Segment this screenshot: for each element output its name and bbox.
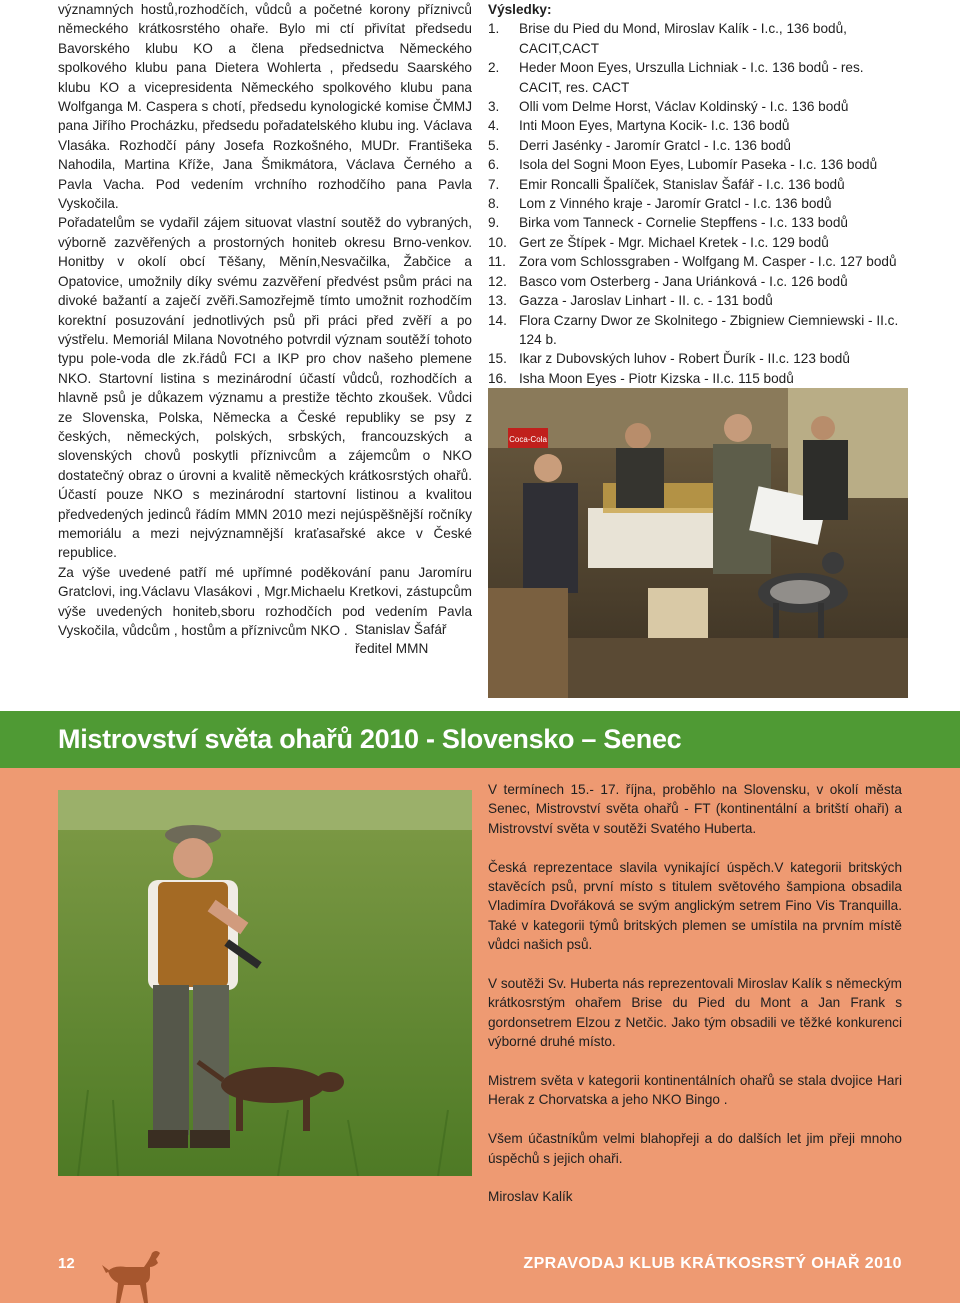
result-entry: Isola del Sogni Moon Eyes, Lubomír Paseka - I.c. 136 bodů [519, 157, 878, 173]
result-row [488, 194, 908, 213]
result-row [488, 155, 908, 174]
result-rank: 3. [488, 99, 500, 115]
result-row [488, 349, 908, 368]
result-rank: 10. [488, 234, 507, 250]
result-entry: Flora Czarny Dwor ze Skolnitego - Zbigniew Ciemniewski - II.c. 124 b. [519, 312, 899, 347]
result-rank: 7. [488, 176, 500, 192]
result-row [488, 175, 908, 194]
field-trial-illustration [58, 790, 472, 1176]
result-entry: Basco vom Osterberg - Jana Uriánková - I.c. 126 bodů [519, 273, 848, 289]
paragraph: V soutěži Sv. Huberta nás reprezentovali Miroslav Kalík s německým krátkosrstým ohařem Brise du Pied du Mont a Jan Frank s gordonsetrem Elzou z Netčic. Jako tým obsadili ve těžké konkurenci výborné druhé místo. [488, 976, 902, 1050]
paragraph: Pořadatelům se vydařil zájem situovat vlastní soutěž do vybraných, výborně zazvěřených a prostorných honiteb okresu Brno-venkov. Honitby v okolí obcí Těšany, Měnín,Nesvačilka, Žabčice a Opatovice, umožnily díky svému zazvěření předvést psům práci na divoké bažantí a zaječí zvěři.Samozřejmě tímto umožnit rozhodčím korektní posuzování jednotlivých psů při práci před zvěří a po výstřelu. Memoriál Milana Novotného potvrdil význam soutěží tohoto typu pole-voda dle zk.řádů FCI a IKP pro chov našeho plemene NKO. Startovní listina s mezinárodní účastí vůdců, rozhodčích a hlavně psů je důkazem významu a prestiže těchto zkoušek. Vůdci ze Slovenska, Polska, Německa a České republiky se psy z českých, německých, polských, srbských, francouzských a slovenských chovů poskytli příznivcům a zájemcům o NKO dostatečný obraz o úrovni a kvalitě německých krátkosrstých ohařů. Účastí pouze NKO s mezinárodní startovní listinou a kvalitou předvedených jedinců řádím MMN 2010 mezi nejúspěšnější ročníky memoriálu a mezi nejvýznamnější kraťasařské akce v České republice. [58, 215, 472, 561]
result-rank: 5. [488, 137, 500, 153]
result-entry: Brise du Pied du Mond, Miroslav Kalík - I.c., 136 bodů, CACIT,CACT [519, 21, 847, 56]
paragraph: Mistrem světa v kategorii kontinentálních ohařů se stala dvojice Hari Herak z Chorvatska a jeho NKO Bingo . [488, 1073, 902, 1108]
signature-name: Stanislav Šafář [355, 622, 447, 637]
paragraph: V termínech 15.- 17. října, proběhlo na Slovensku, v okolí města Senec, Mistrovství světa ohařů - FT (kontinentální a britští ohaři) a Mistrovství světa v soutěži Svatého Huberta. [488, 782, 902, 836]
signature-role: ředitel MMN [355, 641, 429, 657]
section-body [488, 780, 902, 1226]
result-entry: Inti Moon Eyes, Martyna Kocik- I.c. 136 bodů [519, 118, 790, 134]
award-ceremony-illustration [488, 388, 908, 698]
results-title: Výsledky: [488, 2, 552, 17]
paragraph: významných hostů,rozhodčích, vůdců a početné korony příznivců německého krátkosrstého ohaře. Bylo mi ctí přivítat předsedu Bavorského klubu KO a člena předsednictva Německého spolkového klubu pana Dietera Wohlerta , předsedu Saarského klubu KO a vicepresidenta Německého spolkového klubu pana Wolfganga M. Caspera s chotí, předsedu kynologické komise ČMMJ pana Jiřího Procházku, předsedu pořadatelského klubu ing. Václava Vlasáka. Rozhodčí pány Josefa Rozkošného, MUDr. Františeka Nahodila, Martina Kříže, Jana Šmikmátora, Václava Černého a Pavla Vacha. Pod vedením vrchního rozhodčího pana Pavla Vyskočila. [58, 2, 472, 212]
result-rank: 9. [488, 215, 500, 231]
result-entry: Derri Jasénky - Jaromír Gratcl - I.c. 136 bodů [519, 137, 791, 153]
result-rank: 15. [488, 351, 507, 367]
result-row [488, 97, 908, 116]
paragraph: Všem účastníkům velmi blahopřeji a do dalších let jim přeji mnoho úspěchů s jejich ohaři. [488, 1131, 902, 1166]
results-items [488, 19, 908, 388]
article-continuation [58, 0, 472, 640]
result-row [488, 136, 908, 155]
result-entry: Heder Moon Eyes, Urszulla Lichniak - I.c. 136 bodů - res. CACIT, res. CACT [519, 60, 864, 95]
result-rank: 2. [488, 60, 500, 76]
result-row [488, 311, 908, 350]
author: Miroslav Kalík [488, 1189, 573, 1205]
signature [355, 620, 446, 659]
result-rank: 12. [488, 273, 507, 289]
page-number: 12 [58, 1255, 75, 1272]
result-row [488, 58, 908, 97]
result-entry: Gazza - Jaroslav Linhart - II. c. - 131 bodů [519, 293, 773, 309]
result-row [488, 369, 908, 388]
result-entry: Isha Moon Eyes - Piotr Kizska - II.c. 115 bodů [519, 370, 794, 386]
result-entry: Ikar z Dubovských luhov - Robert Ďurík - II.c. 123 bodů [519, 351, 850, 367]
section-heading: Mistrovství světa ohařů 2010 - Slovensko – Senec [58, 724, 682, 754]
result-row [488, 233, 908, 252]
result-entry: Gert ze Štípek - Mgr. Michael Kretek - I.c. 129 bodů [519, 234, 829, 250]
result-row [488, 213, 908, 232]
result-entry: Emir Roncalli Špalíček, Stanislav Šafář - I.c. 136 bodů [519, 176, 845, 192]
result-entry: Birka vom Tanneck - Cornelie Stepffens - I.c. 133 bodů [519, 215, 848, 231]
field-trial-photo [58, 790, 472, 1176]
pointer-dog-icon [100, 1245, 162, 1303]
result-rank: 6. [488, 157, 500, 173]
result-entry: Lom z Vinného kraje - Jaromír Gratcl - I.c. 136 bodů [519, 196, 832, 212]
award-ceremony-photo [488, 388, 908, 698]
result-rank: 11. [488, 254, 506, 270]
results-list [488, 0, 908, 388]
result-rank: 1. [488, 21, 500, 37]
result-rank: 8. [488, 196, 500, 212]
result-row [488, 19, 908, 58]
result-rank: 4. [488, 118, 500, 134]
result-row [488, 272, 908, 291]
result-row [488, 252, 908, 271]
result-rank: 13. [488, 293, 507, 309]
result-rank: 14. [488, 312, 507, 328]
footer-title: ZPRAVODAJ KLUB KRÁTKOSRSTÝ OHAŘ 2010 [523, 1255, 902, 1272]
vest [158, 882, 228, 987]
result-entry: Olli vom Delme Horst, Václav Koldinský - I.c. 136 bodů [519, 99, 849, 115]
result-rank: 16. [488, 370, 507, 386]
paragraph: Za výše uvedené patří mé upřímné poděkování panu Jaromíru Gratclovi, ing.Václavu Vlasákovi , Mgr.Michaelu Kretkovi, zástupcům výše uvedených honiteb,sboru rozhodčích pod vedením Pavla Vyskočila, vůdcům , hostům a příznivcům NKO . [58, 564, 472, 638]
man-head [173, 838, 213, 878]
paragraph: Česká reprezentace slavila vynikající úspěch.V kategorii britských stavěcích psů, první místo s titulem světového šampiona obsadila Vladimíra Dvořáková se svým anglickým setrem Fino Vis Tranquilla. Také v kategorii týmů britských plemen se umístila na prvním místě vůdci našich psů. [488, 859, 902, 953]
result-row [488, 116, 908, 135]
cola-sign-text: Coca-Cola [509, 435, 547, 444]
result-row [488, 291, 908, 310]
result-entry: Zora vom Schlossgraben - Wolfgang M. Casper - I.c. 127 bodů [519, 254, 897, 270]
